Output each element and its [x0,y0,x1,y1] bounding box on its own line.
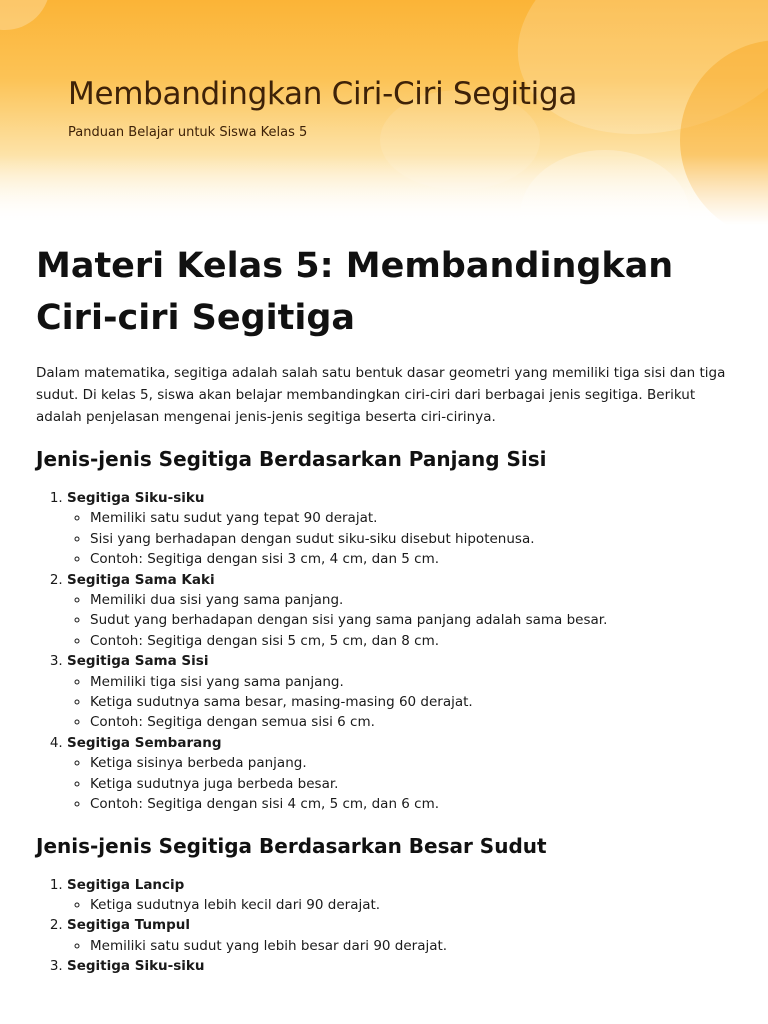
sub-list-item: ◦ Memiliki dua sisi yang sama panjang. [90,590,736,610]
banner-fade [0,155,768,225]
sub-list [67,936,736,956]
sub-list-item: ◦ Sudut yang berhadapan dengan sisi yang sama panjang adalah sama besar. [90,610,736,630]
triangle-list-angles [36,875,736,977]
sub-list [67,672,736,733]
list-item [67,488,736,570]
sub-list [67,895,736,915]
item-title: Segitiga Sama Kaki [67,571,215,588]
sub-list [67,590,736,651]
sub-list-item: ◦ Ketiga sudutnya lebih kecil dari 90 derajat. [90,895,736,915]
sub-list-item: ◦ Ketiga sisinya berbeda panjang. [90,753,736,773]
sub-list-item: ◦ Memiliki satu sudut yang tepat 90 derajat. [90,508,736,528]
sub-list-item: ◦ Contoh: Segitiga dengan sisi 5 cm, 5 cm, dan 8 cm. [90,631,736,651]
list-item [67,915,736,956]
sub-list-item: ◦ Memiliki tiga sisi yang sama panjang. [90,672,736,692]
banner-subtitle: Panduan Belajar untuk Siswa Kelas 5 [68,125,308,140]
list-item [67,733,736,815]
triangle-list-sides [36,488,736,815]
item-title: Segitiga Siku-siku [67,490,205,506]
list-item [67,651,736,733]
intro-paragraph: Dalam matematika, segitiga adalah salah satu bentuk dasar geometri yang memiliki tiga sisi dan tiga sudut. Di kelas 5, siswa akan belajar membandingkan ciri-ciri dari berbagai jenis segitiga. Berikut adalah penjelasan mengenai jenis-jenis segitiga beserta ciri-cirinya. [36,365,726,425]
item-title: Segitiga Sembarang [67,734,222,751]
list-item [67,570,736,652]
section-heading-sides: Jenis-jenis Segitiga Berdasarkan Panjang Sisi [36,447,547,471]
decorative-blob [0,0,50,30]
sub-list-item: ◦ Ketiga sudutnya juga berbeda besar. [90,774,736,794]
header-banner [0,0,768,225]
sub-list-item: ◦ Ketiga sudutnya sama besar, masing-masing 60 derajat. [90,692,736,712]
sub-list-item: ◦ Contoh: Segitiga dengan sisi 4 cm, 5 cm, dan 6 cm. [90,794,736,814]
list-item [67,875,736,916]
sub-list [67,508,736,569]
sub-list-item: ◦ Contoh: Segitiga dengan sisi 3 cm, 4 cm, dan 5 cm. [90,549,736,569]
list-item [67,956,736,976]
item-title: Segitiga Lancip [67,876,185,893]
sub-list [67,753,736,814]
item-title: Segitiga Siku-siku [67,958,205,975]
item-title: Segitiga Sama Sisi [67,653,209,670]
document-content [36,240,736,977]
section-heading-angles: Jenis-jenis Segitiga Berdasarkan Besar Sudut [36,833,547,858]
banner-title: Membandingkan Ciri-Ciri Segitiga [68,76,578,112]
sub-list-item: ◦ Memiliki satu sudut yang lebih besar dari 90 derajat. [90,936,736,956]
sub-list-item: ◦ Sisi yang berhadapan dengan sudut siku-siku disebut hipotenusa. [90,529,736,549]
sub-list-item: ◦ Contoh: Segitiga dengan semua sisi 6 cm. [90,712,736,732]
page-title: Materi Kelas 5: Membandingkan Ciri-ciri Segitiga [36,246,674,338]
item-title: Segitiga Tumpul [67,917,191,934]
